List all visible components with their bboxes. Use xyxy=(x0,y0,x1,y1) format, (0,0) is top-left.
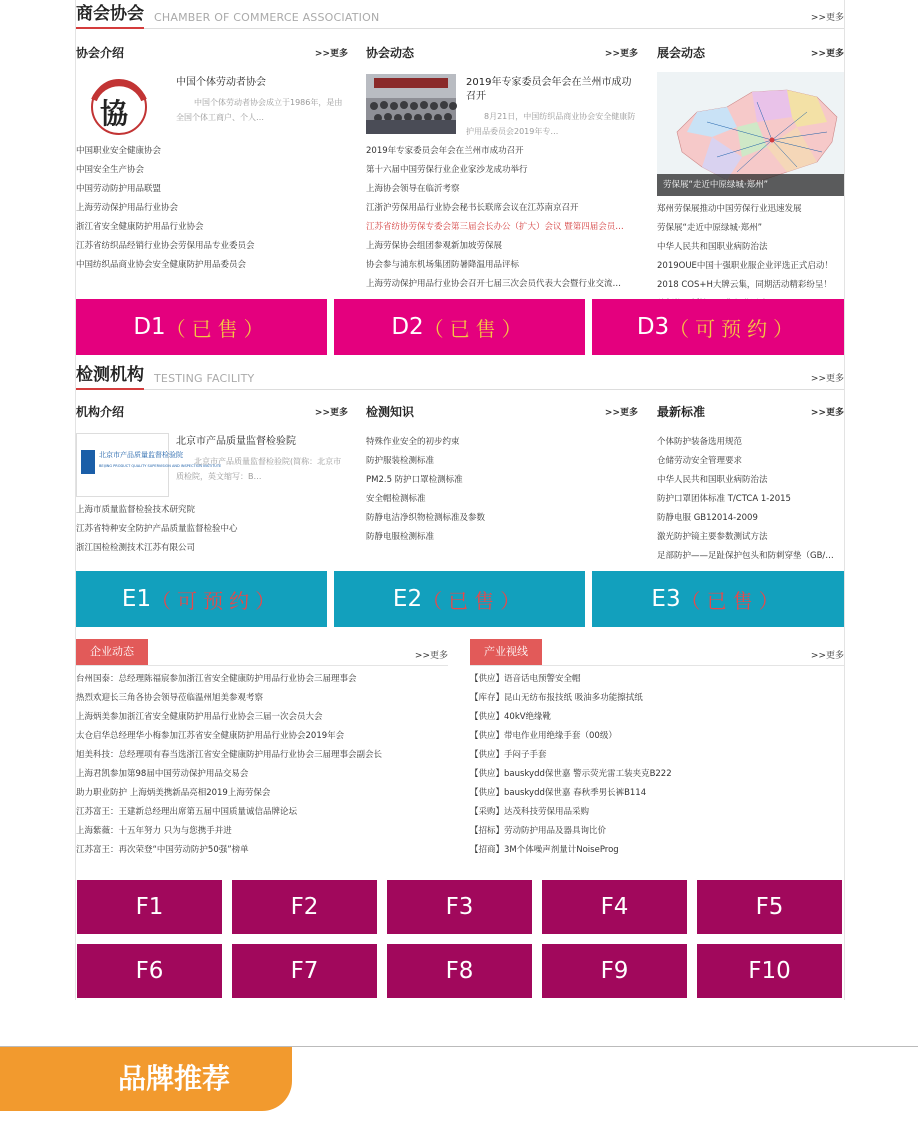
ad-status: （已售） xyxy=(423,316,528,341)
chamber-intro-column xyxy=(76,44,348,284)
ad-row-e xyxy=(76,571,844,627)
ad-status: （可预约） xyxy=(669,316,800,341)
list-item[interactable]: 台州国泰：总经理陈福宸参加浙江省安全健康防护用品行业协会三届理事会 xyxy=(76,674,357,684)
list-item[interactable]: 江苏富王：再次荣登“中国劳动防护50强”榜单 xyxy=(76,845,249,855)
testing-intro-list xyxy=(76,501,348,558)
chamber-intro-more-link[interactable]: >>更多 xyxy=(314,49,348,59)
ad-code: D3 xyxy=(636,314,670,340)
testing-section-en: TESTING FACILITY xyxy=(154,372,255,385)
list-item[interactable]: 上海君凯参加第98届中国劳动保护用品交易会 xyxy=(76,769,249,779)
ad-code: E2 xyxy=(392,586,423,612)
association-logo-glyph: 協 xyxy=(100,97,129,130)
list-item[interactable]: 上海劳动保护用品行业协会 xyxy=(76,203,179,213)
ad-row-d xyxy=(76,299,844,355)
institute-logo-text: 北京市产品质量监督检验院 xyxy=(99,451,183,459)
list-item[interactable]: 江浙沪劳保用品行业协会秘书长联席会议在江苏南京召开 xyxy=(366,203,579,213)
ad-slot-f4[interactable]: F4 xyxy=(542,880,687,934)
chamber-section-header xyxy=(76,0,844,29)
list-item[interactable]: 【供应】语音话电预警安全帽 xyxy=(470,674,581,684)
testing-knowledge-heading xyxy=(366,403,638,423)
list-item[interactable]: 助力职业防护 上海炳美携新品亮相2019上海劳保会 xyxy=(76,788,271,798)
list-item[interactable]: 2019年专家委员会年会在兰州市成功召开 xyxy=(366,146,524,156)
list-item[interactable]: 上海协会领导在临沂考察 xyxy=(366,184,460,194)
list-item[interactable]: 防静电服检测标准 xyxy=(366,532,435,542)
chamber-news-heading xyxy=(366,44,638,64)
ad-status: （已售） xyxy=(680,588,785,613)
list-item[interactable]: 上海炳美参加浙江省安全健康防护用品行业协会三届一次会员大会 xyxy=(76,712,323,722)
institute-logo[interactable] xyxy=(76,433,222,497)
ad-slot-e2[interactable] xyxy=(334,571,585,627)
list-item[interactable]: 中国纺织品商业协会安全健康防护用品委员会 xyxy=(76,260,247,270)
testing-intro-column xyxy=(76,403,348,563)
chamber-section-en: CHAMBER OF COMMERCE ASSOCIATION xyxy=(154,11,380,24)
list-item[interactable]: 浙江国检检测技术江苏有限公司 xyxy=(76,543,196,553)
enterprise-more-link[interactable]: >>更多 xyxy=(414,651,448,661)
list-item[interactable]: 【招商】3M个体噪声剂量计NoiseProg xyxy=(470,845,619,855)
ad-slot-d3[interactable] xyxy=(592,299,844,355)
chamber-expo-heading-text: 展会动态 xyxy=(657,46,706,60)
testing-knowledge-heading-text: 检测知识 xyxy=(366,405,415,419)
chamber-news-more-link[interactable]: >>更多 xyxy=(604,49,638,59)
list-item[interactable]: PM2.5 防护口罩检测标准 xyxy=(366,475,463,485)
industry-view-list xyxy=(470,670,844,860)
testing-intro-feature-desc: 北京市产品质量监督检验院(简称：北京市质检院，英文缩写：B… xyxy=(176,457,342,481)
ad-slot-f9[interactable]: F9 xyxy=(542,944,687,998)
list-item[interactable]: 协会参与浦东机场集团防暑降温用品评标 xyxy=(366,260,520,270)
list-item[interactable]: 2019OUE中国十强职业服企业评选正式启动！ xyxy=(657,261,833,271)
list-item[interactable]: 足部防护——足趾保护包头和防刺穿垫（GB/… xyxy=(657,551,834,561)
testing-standards-column xyxy=(657,403,844,573)
ad-slot-f5[interactable]: F5 xyxy=(697,880,842,934)
ad-slot-d2[interactable] xyxy=(334,299,585,355)
chamber-news-list xyxy=(366,142,638,294)
list-item[interactable]: 旭美科技：总经理项有春当选浙江省安全健康防护用品行业协会三届理事会副会长 xyxy=(76,750,383,760)
chamber-news-column xyxy=(366,44,638,294)
testing-intro-heading xyxy=(76,403,348,423)
ad-slot-f3[interactable]: F3 xyxy=(387,880,532,934)
ad-slot-e3[interactable] xyxy=(592,571,844,627)
testing-section-title: 检测机构 xyxy=(76,365,144,390)
content-wrapper xyxy=(75,0,845,1000)
list-item[interactable]: 防静电服 GB12014-2009 xyxy=(657,513,758,523)
testing-standards-heading xyxy=(657,403,844,423)
list-item[interactable]: 江苏省特种安全防护产品质量监督检验中心 xyxy=(76,524,238,534)
list-item[interactable]: 郑州劳保展推动中国劳保行业迅速发展 xyxy=(657,204,802,214)
list-item[interactable]: 浙江省安全健康防护用品行业协会 xyxy=(76,222,204,232)
list-item[interactable]: 特殊作业安全的初步约束 xyxy=(366,437,460,447)
list-item[interactable]: 中国劳动防护用品联盟 xyxy=(76,184,162,194)
ad-code: D2 xyxy=(391,314,424,340)
chamber-expo-column xyxy=(657,44,844,294)
ad-slot-e1[interactable] xyxy=(76,571,327,627)
testing-intro-heading-text: 机构介绍 xyxy=(76,405,125,419)
list-item[interactable]: 【供应】bauskydd保世嘉 春秋季男长裤B114 xyxy=(470,788,647,798)
list-item[interactable]: 江苏省纺织品经销行业协会劳保用品专业委员会 xyxy=(76,241,255,251)
list-item[interactable]: 劳保展“走近中原绿城·郑州” xyxy=(657,223,763,233)
testing-intro-feature-title[interactable]: 北京市产品质量监督检验院 xyxy=(176,436,296,447)
list-item[interactable]: 中国职业安全健康协会 xyxy=(76,146,162,156)
list-item[interactable]: 热烈欢迎长三角各协会领导莅临温州旭美参观考察 xyxy=(76,693,264,703)
industry-view-header xyxy=(470,639,844,666)
industry-more-link[interactable]: >>更多 xyxy=(810,651,844,661)
list-item[interactable]: 【采购】达茂科技劳保用品采购 xyxy=(470,807,590,817)
list-item[interactable]: 激光防护镜主要参数测试方法 xyxy=(657,532,768,542)
brand-recommend-title: 品牌推荐 xyxy=(118,1062,231,1095)
chamber-intro-feature-title[interactable]: 中国个体劳动者协会 xyxy=(176,77,266,88)
ad-status: （可预约） xyxy=(151,588,282,613)
ad-status: （已售） xyxy=(422,588,527,613)
enterprise-news-tag[interactable]: 企业动态 xyxy=(76,639,148,665)
ad-status: （已售） xyxy=(165,316,270,341)
ad-slot-f6[interactable]: F6 xyxy=(77,944,222,998)
list-item[interactable]: 上海市质量监督检验技术研究院 xyxy=(76,505,196,515)
chamber-intro-heading xyxy=(76,44,348,64)
list-item[interactable]: 【招标】劳动防护用品及器具询比价 xyxy=(470,826,607,836)
news-group-photo[interactable] xyxy=(366,74,456,134)
list-item[interactable]: 防护服装检测标准 xyxy=(366,456,435,466)
chamber-more-link[interactable]: >>更多 xyxy=(810,13,844,23)
testing-standards-list xyxy=(657,433,844,566)
list-item[interactable]: 个体防护装备选用规范 xyxy=(657,437,743,447)
list-item[interactable]: 上海劳动保护用品行业协会召开七届三次会员代表大会暨行业交流… xyxy=(366,279,622,289)
ad-code: D1 xyxy=(133,314,166,340)
testing-standards-more-link[interactable]: >>更多 xyxy=(810,408,844,418)
list-item[interactable]: 中华人民共和国职业病防治法 xyxy=(657,475,768,485)
list-item[interactable]: 2018 COS+H大牌云集，同期活动精彩纷呈！ xyxy=(657,280,832,290)
chamber-expo-more-link[interactable]: >>更多 xyxy=(810,49,844,59)
ad-slot-f10[interactable]: F10 xyxy=(697,944,842,998)
list-item[interactable]: 中华人民共和国职业病防治法 xyxy=(657,242,768,252)
chamber-news-feature-title[interactable]: 2019年专家委员会年会在兰州市成功召开 xyxy=(466,77,632,102)
industry-view-tag[interactable]: 产业视线 xyxy=(470,639,542,665)
expo-map-image[interactable] xyxy=(657,72,844,196)
chamber-intro-list xyxy=(76,142,348,275)
ad-slot-f1[interactable]: F1 xyxy=(77,880,222,934)
list-item[interactable]: 防护口罩团体标准 T/CTCA 1-2015 xyxy=(657,494,791,504)
ad-slot-f8[interactable]: F8 xyxy=(387,944,532,998)
list-item[interactable]: 防静电洁净织物检测标准及参数 xyxy=(366,513,486,523)
list-item[interactable]: 【供应】带电作业用绝缘手套（00级） xyxy=(470,731,617,741)
testing-section-header xyxy=(76,361,844,390)
list-item[interactable]: 【供应】40kV绝缘靴 xyxy=(470,712,552,722)
list-item[interactable]: 上海劳保协会组团参观新加坡劳保展 xyxy=(366,241,503,251)
chamber-expo-heading xyxy=(657,44,844,64)
chamber-section-title: 商会协会 xyxy=(76,4,144,29)
association-logo[interactable] xyxy=(84,78,154,136)
list-item[interactable]: 太仓启华总经理华小梅参加江苏省安全健康防护用品行业协会2019年会 xyxy=(76,731,345,741)
testing-knowledge-list xyxy=(366,433,638,547)
chamber-intro-heading-text: 协会介绍 xyxy=(76,46,125,60)
list-item[interactable]: 【库存】昆山无纺布报技纸 吸油多功能擦拭纸 xyxy=(470,693,643,703)
list-item[interactable]: 安全帽检测标准 xyxy=(366,494,426,504)
testing-knowledge-column xyxy=(366,403,638,563)
testing-intro-more-link[interactable]: >>更多 xyxy=(314,408,348,418)
chamber-expo-list xyxy=(657,200,844,314)
list-item[interactable]: 【供应】手闷子手套 xyxy=(470,750,547,760)
enterprise-news-header xyxy=(76,639,448,666)
enterprise-news-list xyxy=(76,670,448,860)
list-item[interactable]: 仓储劳动安全管理要求 xyxy=(657,456,743,466)
chamber-news-heading-text: 协会动态 xyxy=(366,46,415,60)
list-item[interactable]: 中国安全生产协会 xyxy=(76,165,145,175)
list-item[interactable]: 江苏省纺协劳保专委会第三届会长办公（扩大）会议 暨第四届会员… xyxy=(366,222,624,232)
list-item[interactable]: 【供应】bauskydd保世嘉 警示荧光雷工装夹克B222 xyxy=(470,769,672,779)
ad-code: E3 xyxy=(651,586,681,612)
testing-standards-heading-text: 最新标准 xyxy=(657,405,706,419)
ad-code: E1 xyxy=(121,586,152,612)
ad-slot-f7[interactable]: F7 xyxy=(232,944,377,998)
ad-slot-d1[interactable] xyxy=(76,299,327,355)
institute-logo-emblem xyxy=(81,450,95,474)
list-item[interactable]: 第十六届中国劳保行业企业家沙龙成功举行 xyxy=(366,165,528,175)
list-item[interactable]: 上海紫薇：十五年努力 只为与您携手并进 xyxy=(76,826,232,836)
list-item[interactable]: 江苏富王：王建新总经理出席第五届中国质量诚信品牌论坛 xyxy=(76,807,298,817)
chamber-news-feature-desc: 8月21日，中国纺织品商业协会安全健康防护用品委员会2019年专… xyxy=(466,112,636,136)
ad-slot-f2[interactable]: F2 xyxy=(232,880,377,934)
brand-recommend-tab[interactable] xyxy=(0,1047,292,1111)
institute-logo-sub: BEIJING PRODUCT QUALITY SUPERVISION AND INSPECTION INSTITUTE xyxy=(99,464,222,468)
expo-map-caption: 劳保展“走近中原绿城·郑州” xyxy=(657,174,844,196)
chamber-intro-feature-desc: 中国个体劳动者协会成立于1986年，是由全国个体工商户、个人… xyxy=(176,98,343,122)
testing-knowledge-more-link[interactable]: >>更多 xyxy=(604,408,638,418)
testing-more-link[interactable]: >>更多 xyxy=(810,374,844,384)
